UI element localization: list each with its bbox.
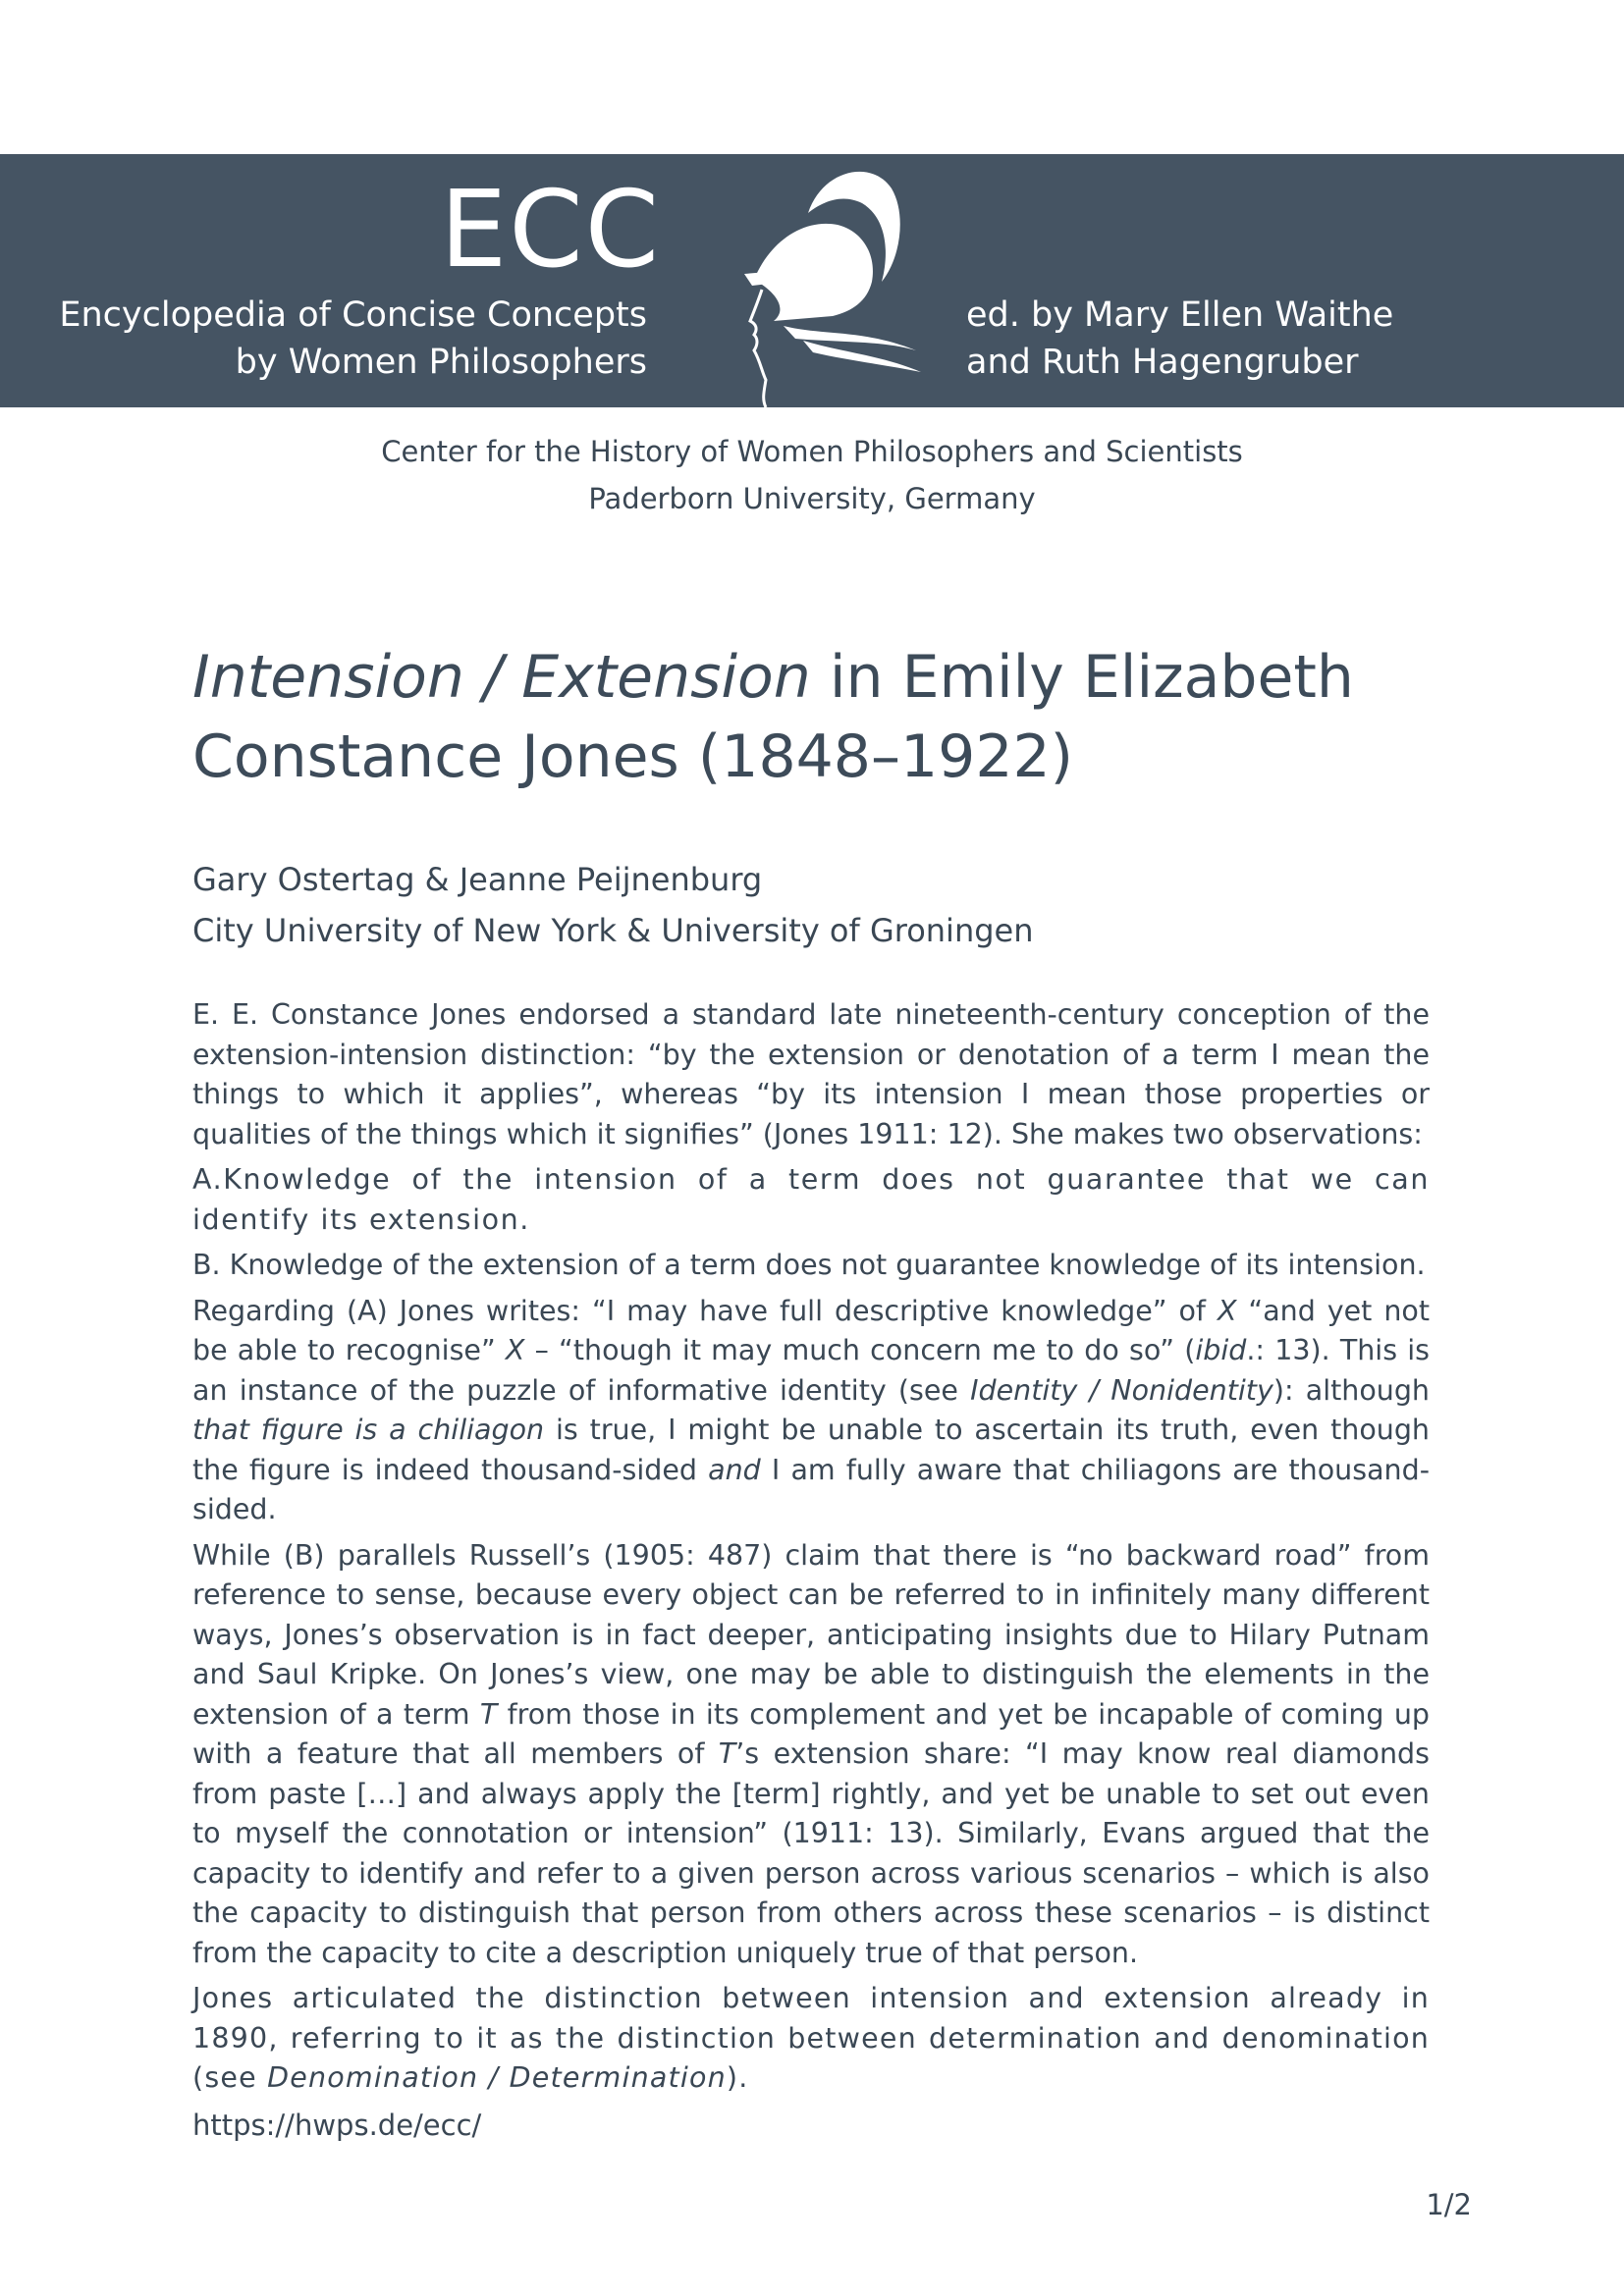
p4-text: I am fully aware that chiliagons are thousand-sided. <box>192 1453 1430 1525</box>
athena-helmet-icon <box>715 164 931 407</box>
article-title-rest: in Emily Elizabeth Constance Jones (1848–1922) <box>192 643 1354 791</box>
p5-text: ’s extension share: “I may know real diamonds from paste […] and always apply the [term] rightly, and yet be unable to set out even to myself the connotation or intension” (1911: 13). Similarly, Evans argued that the capacity to identify and refer to a given person across various scenarios – which is also the capacity to distinguish that person from others across these scenarios – is distinct from the capacity to cite a description uniquely true of that person. <box>192 1737 1430 1969</box>
p4-text: Regarding (A) Jones writes: “I may have full descriptive knowledge” of <box>192 1294 1218 1327</box>
p4-text: .: 13). This is an instance of the puzzle of informative identity (see <box>192 1334 1431 1407</box>
institution-block <box>0 428 1624 522</box>
p5-italic-t1: T <box>479 1697 498 1731</box>
observation-a: A.Knowledge of the intension of a term does not guarantee that we can identify its extension. <box>192 1163 1430 1236</box>
paragraph-4 <box>192 1292 1430 1530</box>
institution-location: Paderborn University, Germany <box>588 482 1036 515</box>
institution-name: Center for the History of Women Philosophers and Scientists <box>381 435 1243 468</box>
p4-italic-and: and <box>708 1453 761 1486</box>
paragraph-5 <box>192 1536 1430 1974</box>
editors-line2: and Ruth Hagengruber <box>966 343 1359 382</box>
crossref-denomination-determination: Denomination / Determination <box>267 2061 727 2094</box>
article-affiliation: City University of New York & University of Groningen <box>192 912 1034 949</box>
p5-text: from those in its complement and yet be incapable of coming up with a feature that all members of <box>192 1697 1430 1770</box>
article-body <box>192 995 1430 2105</box>
paragraph-1: E. E. Constance Jones endorsed a standard late nineteenth-century conception of the extension-intension distinction: “by the extension or denotation of a term I mean the things to which it applies”, whereas “by its intension I mean those properties or qualities of the things which it signifies” (Jones 1911: 12). She makes two observations: <box>192 998 1430 1150</box>
p5-italic-t2: T <box>718 1737 736 1770</box>
observation-b: B. Knowledge of the extension of a term does not guarantee knowledge of its intension. <box>192 1249 1426 1281</box>
p4-text: “and yet not be able to recognise” <box>192 1294 1430 1366</box>
encyclopedia-title-line2: by Women Philosophers <box>235 343 647 382</box>
paragraph-6 <box>192 1979 1430 2099</box>
p5-text: While (B) parallels Russell’s (1905: 487) claim that there is “no backward road” from reference to sense, because every object can be referred to in infinitely many different ways, Jones’s observation is in fact deeper, anticipating insights due to Hilary Putnam and Saul Kripke. On Jones’s view, one may be able to distinguish the elements in the extension of a term <box>192 1538 1430 1731</box>
footer-url-link[interactable]: https://hwps.de/ecc/ <box>192 2109 482 2142</box>
p4-italic-x1: X <box>1217 1294 1237 1327</box>
p4-text: is true, I might be unable to ascertain its truth, even though the figure is indeed thousand-sided <box>192 1414 1430 1486</box>
p6-text: Jones articulated the distinction between intension and extension already in 1890, referring to it as the distinction between determination and denomination (see <box>192 1982 1430 2094</box>
article-title <box>192 638 1430 797</box>
p6-text: ). <box>726 2061 749 2094</box>
p4-italic-x2: X <box>505 1334 525 1366</box>
p4-text: ): although <box>1272 1373 1430 1407</box>
ecc-logo: ECC <box>440 169 662 292</box>
encyclopedia-title-line1: Encyclopedia of Concise Concepts <box>59 295 647 335</box>
crossref-identity-nonidentity: Identity / Nonidentity <box>970 1373 1273 1407</box>
editors-line1: ed. by Mary Ellen Waithe <box>966 295 1394 335</box>
p4-italic-ibid: ibid <box>1195 1334 1247 1366</box>
article-title-italic: Intension / Extension <box>192 643 811 712</box>
article-authors: Gary Ostertag & Jeanne Peijnenburg <box>192 861 763 898</box>
page-number: 1/2 <box>1426 2188 1472 2221</box>
p4-italic-chiliagon: that figure is a chiliagon <box>192 1414 545 1446</box>
header-banner <box>0 154 1624 407</box>
p4-text: – “though it may much concern me to do so” ( <box>524 1334 1196 1366</box>
